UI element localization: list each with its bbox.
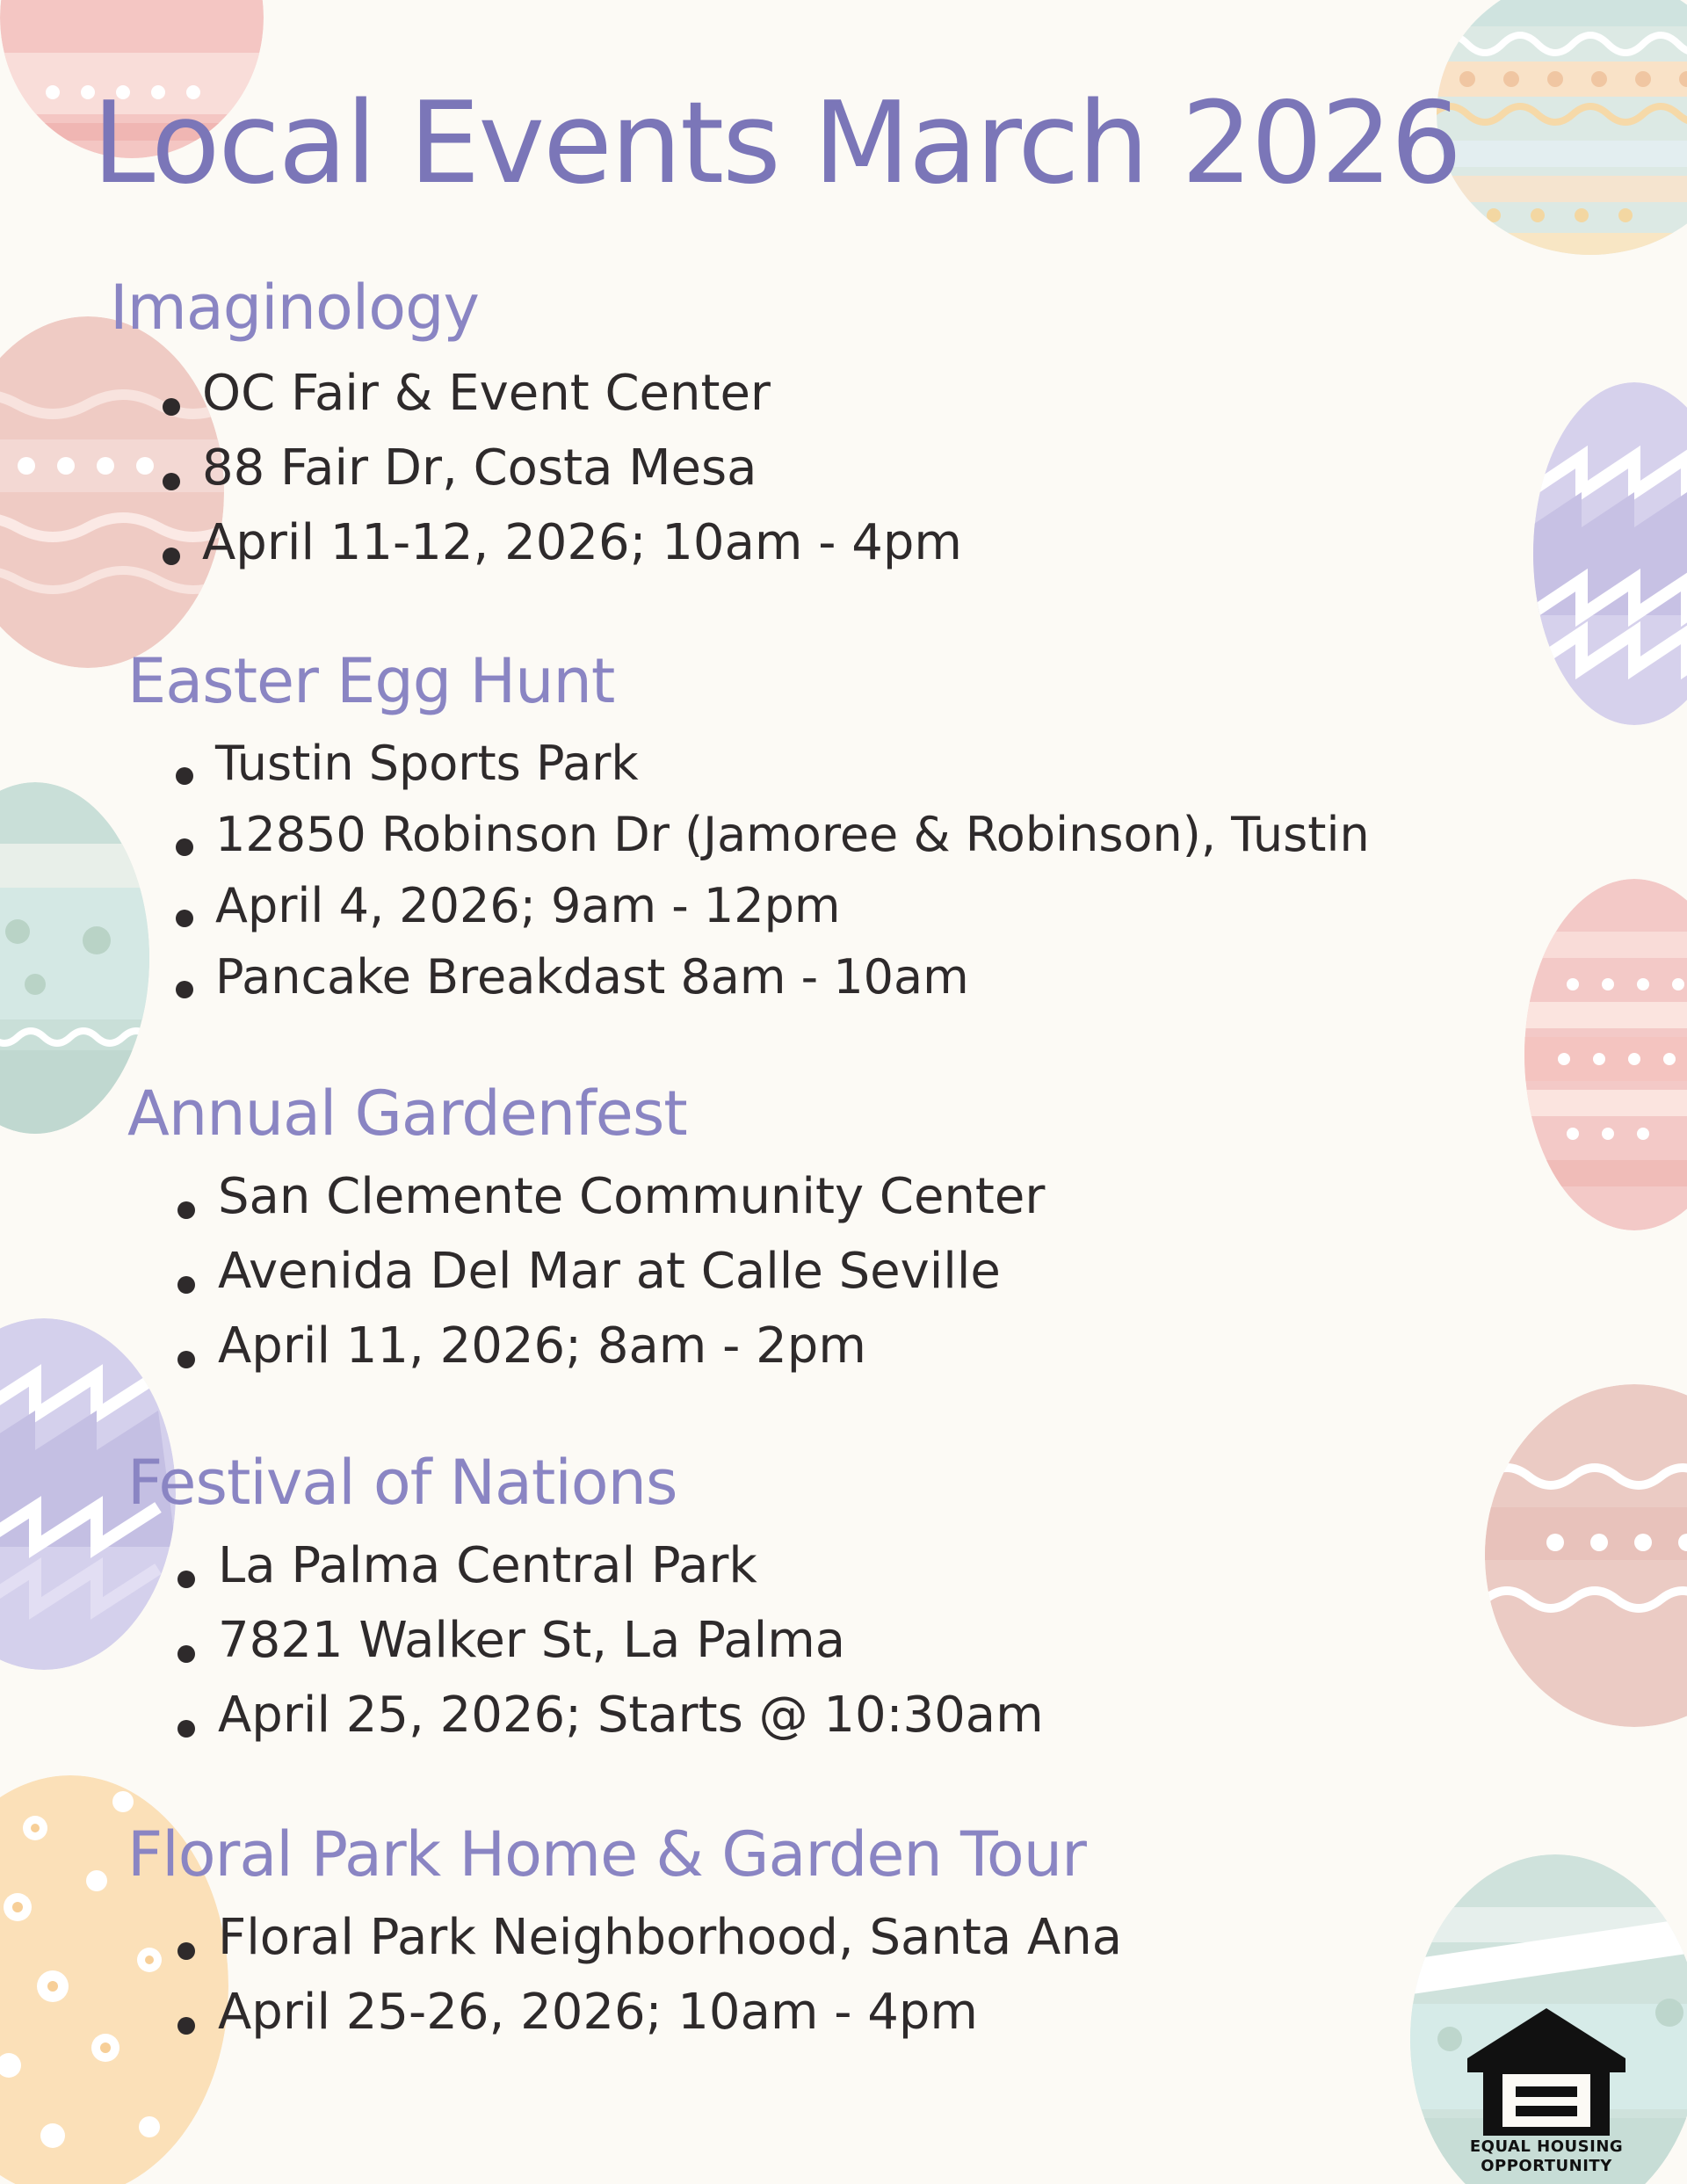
- event-venue: OC Fair & Event Center: [110, 369, 962, 444]
- event-title: Floral Park Home & Garden Tour: [127, 1818, 1086, 1890]
- event-extra: Pancake Breakdast 8am - 10am: [127, 954, 1370, 1025]
- event-venue: La Palma Central Park: [127, 1542, 1044, 1616]
- event-easter-egg-hunt: [127, 645, 1370, 1025]
- event-details: [110, 365, 962, 593]
- event-date-time: April 25-26, 2026; 10am - 4pm: [127, 1988, 1122, 2063]
- equal-housing-opportunity-icon: [1459, 2004, 1634, 2136]
- event-details: [127, 736, 1370, 1025]
- event-date-time: April 11-12, 2026; 10am - 4pm: [110, 519, 962, 593]
- event-details: [127, 1909, 1123, 2063]
- event-venue: Floral Park Neighborhood, Santa Ana: [127, 1913, 1122, 1988]
- equal-housing-logo: [1459, 2004, 1634, 2176]
- event-imaginology: [110, 272, 962, 593]
- event-venue: Tustin Sports Park: [127, 740, 1370, 811]
- event-annual-gardenfest: [127, 1077, 1046, 1397]
- event-festival-of-nations: [127, 1447, 1044, 1766]
- event-date-time: April 25, 2026; Starts @ 10:30am: [127, 1691, 1044, 1766]
- event-details: [127, 1537, 1044, 1766]
- event-details: [127, 1168, 1046, 1397]
- event-address: Avenida Del Mar at Calle Seville: [127, 1247, 1045, 1322]
- event-date-time: April 11, 2026; 8am - 2pm: [127, 1322, 1045, 1397]
- event-title: Annual Gardenfest: [127, 1077, 687, 1150]
- event-address: 12850 Robinson Dr (Jamoree & Robinson), Tustin: [127, 811, 1370, 882]
- equal-housing-caption: EQUAL HOUSING OPPORTUNITY: [1469, 2137, 1624, 2175]
- event-title: Easter Egg Hunt: [127, 645, 615, 717]
- event-date-time: April 4, 2026; 9am - 12pm: [127, 882, 1370, 954]
- event-address: 88 Fair Dr, Costa Mesa: [110, 444, 962, 519]
- page-title: Local Events March 2026: [92, 78, 1461, 209]
- event-venue: San Clemente Community Center: [127, 1172, 1045, 1247]
- event-title: Imaginology: [110, 272, 479, 344]
- event-floral-park-tour: [127, 1818, 1123, 2063]
- event-title: Festival of Nations: [127, 1447, 677, 1519]
- event-address: 7821 Walker St, La Palma: [127, 1616, 1044, 1691]
